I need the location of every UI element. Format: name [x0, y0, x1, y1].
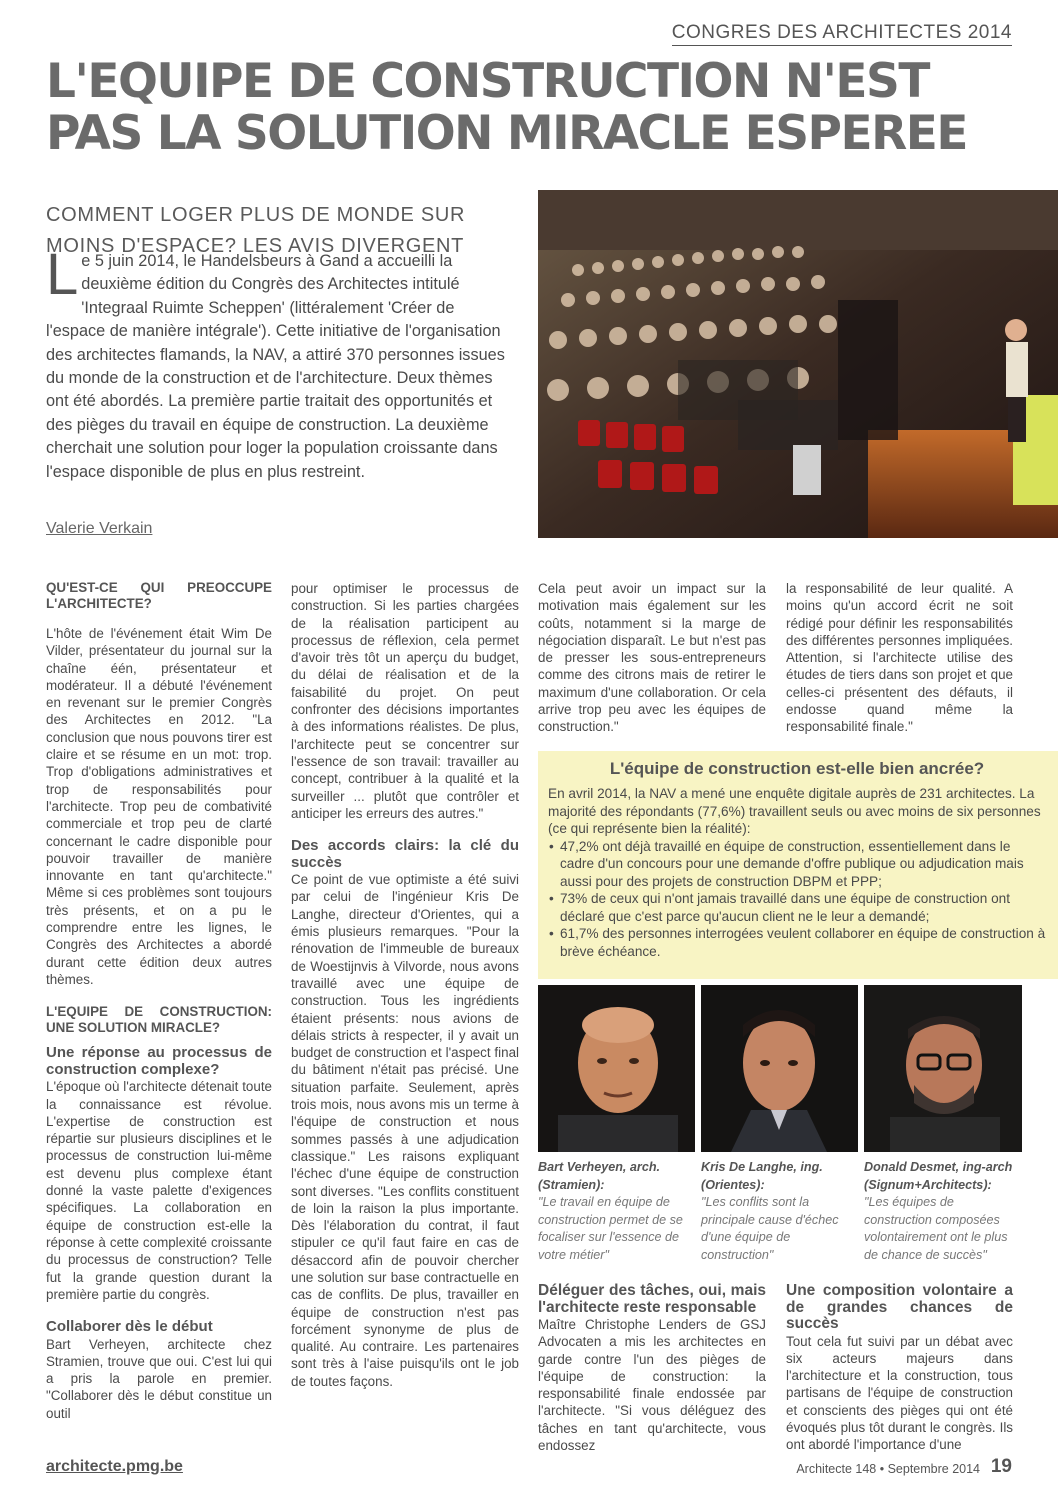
portrait-bart-verheyen-illustration	[538, 985, 695, 1152]
caption-name: Kris De Langhe, ing. (Orientes):	[701, 1160, 823, 1192]
column-2-paragraph-1: pour optimiser le processus de construction. Si les parties chargées de la réalisation participent au processus de réflexion, cela permet d'avoir très tôt un aperçu du budget, du délai de réalisation et de la faisabilité du projet. On peut confronter des décisions importantes à des informations réalistes. De plus, l'architecte peut se concentrer sur l'essence de son travail: travailler au concept, contribuer à la qualité et la surveiller ... plutôt que contrôler et anticiper les erreurs des autres."	[291, 581, 519, 821]
survey-box-title: L'équipe de construction est-elle bien ancrée?	[609, 759, 985, 778]
page-number: 19	[990, 1456, 1012, 1477]
column-3-paragraph-1: Cela peut avoir un impact sur la motivation mais également sur les coûts, notamment si la marge de négociation disparaît. Le but n'est pas de presser les sous-entrepreneurs comme des citrons mais de retirer le maximum d'une collaboration. Or cela arrive trop peu avec les équipes de construction."	[538, 581, 766, 735]
section-heading-miracle: L'EQUIPE DE CONSTRUCTION: UNE SOLUTION MIRACLE?	[46, 1004, 272, 1035]
subheading-complex-process: Une réponse au processus de construction complexe?	[46, 1044, 272, 1078]
article-column-4	[786, 580, 1013, 736]
subheading-clear-agreements: Des accords clairs: la clé du succès	[291, 837, 519, 871]
article-column-4-bottom	[786, 1283, 1013, 1454]
survey-box-body	[548, 785, 1046, 960]
survey-results-list	[548, 838, 1046, 961]
article-column-1	[46, 580, 272, 1422]
column-1-paragraph-2: L'époque où l'architecte détenait toute la connaissance est révolue. L'expertise de construction est répartie sur plusieurs disciplines et le processus de construction lui-même est devenu plus complexe étant donné la vaste palette d'exigences spécifiques. La collaboration en équipe de construction est-elle la réponse à cette complexité croissante du processus de construction? Telle fut la grande question durant la première partie du congrès.	[46, 1079, 272, 1302]
column-1-paragraph-3: Bart Verheyen, architecte chez Stramien, trouve que oui. C'est lui qui a pris la parole en premier. "Collaborer dès le début constitue un outil	[46, 1336, 272, 1421]
survey-box	[538, 751, 1058, 979]
column-4-paragraph-1: la responsabilité de leur qualité. A moins qu'un accord écrit ne soit rédigé pour définir les responsabilités des différentes personnes impliquées. Attention, si l'architecte utilise des études de tiers dans son projet et que celles-ci présentent des défauts, il endosse quand même la responsabilité finale."	[786, 581, 1013, 735]
article-column-3	[538, 580, 766, 736]
headline-line-1: L'EQUIPE DE CONSTRUCTION N'EST	[46, 54, 929, 109]
caption-quote: "Le travail en équipe de construction permet de se focaliser sur l'essence de votre métier"	[538, 1195, 683, 1262]
dropcap: L	[46, 242, 79, 307]
subtitle-line-1: COMMENT LOGER PLUS DE MONDE SUR	[46, 204, 466, 226]
subheading-voluntary-composition: Une composition volontaire a de grandes chances de succès	[786, 1282, 1013, 1332]
column-4-paragraph-2: Tout cela fut suivi par un débat avec six acteurs majeurs dans l'architecture et la construction, tous partisans de l'équipe de construction et conscients des pièges qui ont été évoqués plus tôt durant le congrès. Ils ont abordé l'importance d'une	[786, 1333, 1013, 1453]
conference-hall-illustration	[538, 190, 1058, 538]
portrait-bart-verheyen	[538, 985, 695, 1152]
survey-intro: En avril 2014, la NAV a mené une enquête digitale auprès de 231 architectes. La majorité des répondants (77,6%) travaillent seuls ou avec moins de six personnes (ce qui représente bien la réalité):	[548, 786, 1041, 836]
caption-name: Bart Verheyen, arch. (Stramien):	[538, 1160, 661, 1192]
column-2-paragraph-2: Ce point de vue optimiste a été suivi par celui de l'ingénieur Kris De Langhe, directeur d'Orientes, qui a émis plusieurs remarques. "Pour la rénovation de l'immeuble de bureaux de Woestijnvis à Vilvorde, nous avons travaillé avec une équipe de construction. Tous les ingrédients étaient présents: nous avions de délais stricts à respecter, il y avait un budget de construction et l'aspect final du bâtiment n'était pas précisé. Une situation parfaite. Seulement, après trois mois, nous avons mis un terme à l'équipe de construction et nous sommes passés à une adjudication classique." Les raisons expliquant l'échec d'une équipe de construction sont diverses. "Les conflits constituent de loin la raison la plus importante. Dès l'élaboration du contrat, il faut stipuler ce qu'il faut faire en cas de désaccord afin de pouvoir chercher une solution sur base contractuelle en cas de conflits. De plus, travailler en équipe de construction n'est pas forcément synonyme de plus de qualité. Au contraire. Les partenaires sont très à l'aise puisqu'ils ont le job de toutes façons.	[291, 872, 519, 1389]
portrait-donald-desmet-illustration	[864, 985, 1022, 1152]
subheading-delegate: Déléguer des tâches, oui, mais l'architecte reste responsable	[538, 1282, 766, 1316]
article-column-2	[291, 580, 519, 1390]
subheading-collaborate: Collaborer dès le début	[46, 1318, 213, 1336]
column-3-paragraph-2: Maître Christophe Lenders de GSJ Advocaten a mis les architectes en garde contre l'un des pièges de l'équipe de construction: la responsabilité finale endossée par l'architecte. "Si vous déléguez des tâches en tant qu'architecte, vous endossez	[538, 1317, 766, 1454]
portrait-kris-de-langhe-illustration	[701, 985, 858, 1152]
caption-bart-verheyen	[538, 1159, 695, 1264]
article-headline	[46, 56, 1026, 160]
portrait-kris-de-langhe	[701, 985, 858, 1152]
portrait-donald-desmet	[864, 985, 1022, 1152]
headline-line-2: PAS LA SOLUTION MIRACLE ESPEREE	[46, 106, 967, 161]
survey-result-item: • 47,2% ont déjà travaillé en équipe de construction, essentiellement dans le cadre d'un concours pour une demande d'offre publique ou adjudication mais aussi pour des projets de construction DBPM et PPP;	[548, 838, 1046, 891]
section-heading-preoccupation: QU'EST-CE QUI PREOCCUPE L'ARCHITECTE?	[46, 580, 272, 611]
caption-donald-desmet	[864, 1159, 1021, 1264]
footer-issue-info: Architecte 148 • Septembre 2014	[796, 1462, 980, 1476]
survey-result-item: • 73% de ceux qui n'ont jamais travaillé dans une équipe de construction ont déclaré que c'est parce qu'aucun client ne le leur a demandé;	[548, 890, 1046, 925]
intro-text: e 5 juin 2014, le Handelsbeurs à Gand a accueilli la deuxième édition du Congrès des Architectes intitulé 'Integraal Ruimte Scheppen' (littéralement 'Créer de l'espace de manière intégrale'). Cette initiative de l'organisation des architectes flamands, la NAV, a attiré 370 personnes issues du monde de la construction et de l'architecture. Deux thèmes ont été abordés. La première partie traitait des opportunités et des pièges du travail en équipe de construction. La deuxième cherchait une solution pour loger la population croissante dans l'espace disponible de plus en plus restreint.	[46, 252, 505, 481]
section-kicker: CONGRES DES ARCHITECTES 2014	[672, 22, 1012, 46]
caption-name: Donald Desmet, ing-arch (Signum+Architects):	[864, 1160, 1013, 1192]
column-1-paragraph-1: L'hôte de l'événement était Wim De Vilder, présentateur du journal sur la chaîne één, présentateur et modérateur. Il a débuté l'événement en revenant sur le premier Congrès des Architectes en 2012. "La conclusion que nous pouvons tirer est claire et se résume en un mot: trop. Trop d'obligations administratives et trop de responsabilités pour l'architecte. Trop peu de combativité commerciale et trop peu de clarté concernant le cadre disponible pour pouvoir travailler de manière innovante en tant qu'architecte." Même si ces problèmes sont toujours très présents, et on a pu le comprendre entre les lignes, le Congrès des Architectes a abordé durant cette édition deux autres thèmes.	[46, 626, 272, 987]
article-column-3-bottom	[538, 1283, 766, 1454]
conference-hall-photo	[538, 190, 1058, 538]
caption-kris-de-langhe	[701, 1159, 858, 1264]
caption-quote: "Les équipes de construction composées volontairement ont le plus de chance de succès"	[864, 1195, 1008, 1262]
survey-result-item: • 61,7% des personnes interrogées veulent collaborer en équipe de construction à brève échéance.	[548, 925, 1046, 960]
author-byline[interactable]: Valerie Verkain	[46, 520, 153, 537]
caption-quote: "Les conflits sont la principale cause d'échec d'une équipe de construction"	[701, 1195, 839, 1262]
subtitle-line-2: MOINS D'ESPACE? LES AVIS DIVERGENT	[46, 235, 465, 257]
footer-website-link[interactable]: architecte.pmg.be	[46, 1458, 183, 1475]
